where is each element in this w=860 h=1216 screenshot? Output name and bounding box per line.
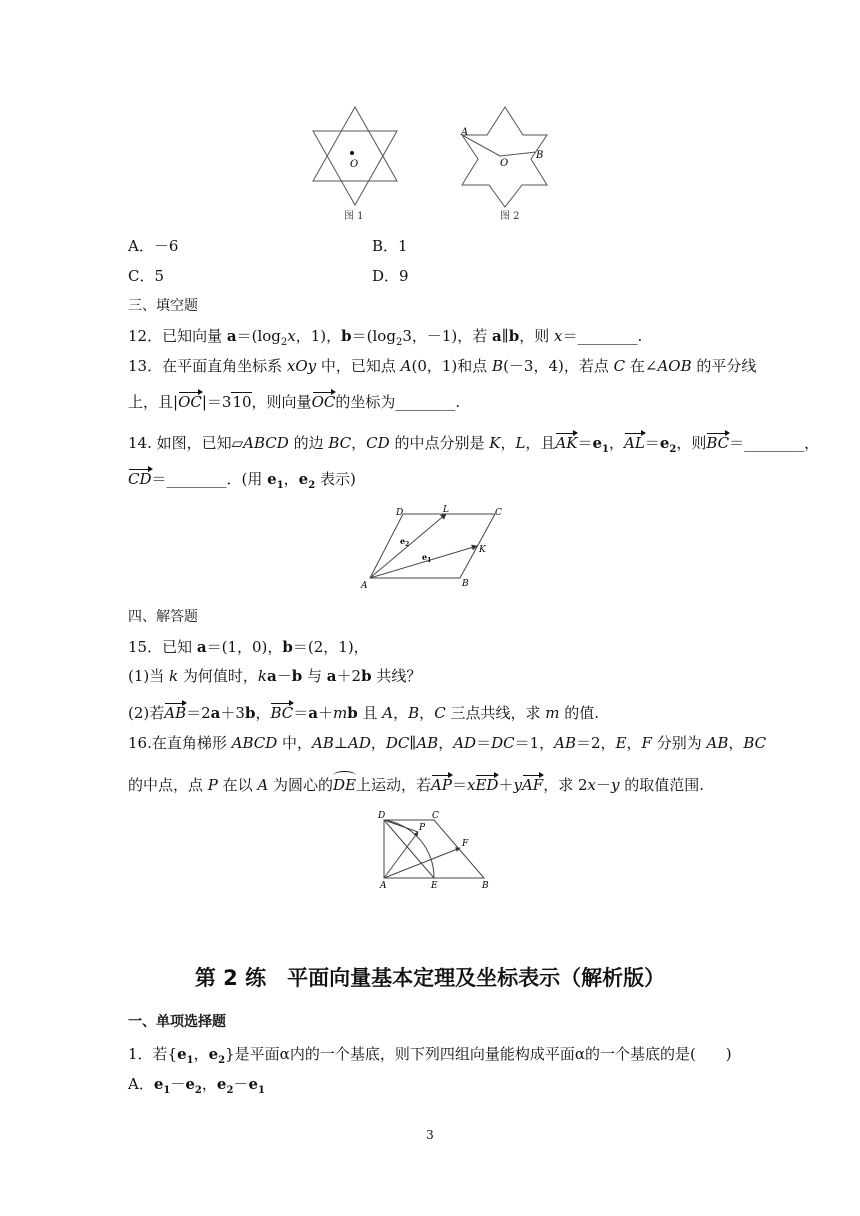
- trap-vertex-a: A: [380, 881, 387, 891]
- vertex-c: C: [495, 508, 502, 518]
- vector-e2-label: $e_2$: [400, 536, 410, 548]
- fig1-point-o: O: [350, 159, 359, 170]
- trap-point-p: P: [419, 823, 426, 833]
- question-1-line-1: 1．若{$e_1$，$e_2$}是平面α内的一个基底，则下列四组向量能构成平面α的一个基底的是( ): [128, 1045, 732, 1066]
- trap-point-f: F: [462, 839, 469, 849]
- star-figures: [300, 95, 560, 225]
- question-15-line-3: (2)若AB＝2a＋3b，BC＝a＋mb 且 A，B，C 三点共线，求 m 的值.: [128, 704, 599, 722]
- trapezoid-figure: [372, 808, 502, 892]
- question-13-line-2: 上，且|OC|＝310，则向量OC的坐标为________.: [128, 393, 461, 411]
- question-16-line-2: 的中点，点 P 在以 A 为圆心的DE上运动，若AP＝xED＋yAF，求 2x－y 的取值范围.: [128, 776, 705, 794]
- vertex-a: A: [361, 581, 368, 591]
- question-13-line-1: 13．在平面直角坐标系 xOy 中，已知点 A(0，1)和点 B(－3，4)，若点 C 在∠AOB 的平分线: [128, 357, 757, 375]
- midpoint-k: K: [479, 545, 486, 555]
- fig2-point-o: O: [500, 158, 509, 169]
- question-14-line-2: CD＝________．(用 $e_1$，$e_2$ 表示): [128, 470, 356, 491]
- trap-vertex-b: B: [482, 881, 489, 891]
- vertex-b: B: [462, 579, 469, 589]
- trap-point-e: E: [431, 881, 438, 891]
- section-answer-heading: 四、解答题: [128, 609, 198, 625]
- q11-option-c: C．5: [128, 267, 165, 285]
- section-single-choice-heading: 一、单项选择题: [128, 1014, 226, 1030]
- question-12: 12．已知向量 $a=(\log_2x$，1)，$b=(\log_23$，－1)，若 a∥b，则 x＝________.: [128, 327, 643, 348]
- trap-vertex-c: C: [432, 811, 439, 821]
- trap-vertex-d: D: [378, 811, 386, 821]
- question-1-option-a: A．$e_1-e_2$，$e_2-e_1$: [128, 1075, 265, 1096]
- question-14-line-1: 14. 如图，已知▱ABCD 的边 BC，CD 的中点分别是 K，L，且$AK=e_1$，$AL=e_2$，则BC＝________，: [128, 434, 820, 455]
- vertex-d: D: [396, 508, 404, 518]
- question-15-line-1: 15．已知 a＝(1，0)，b＝(2，1)，: [128, 638, 369, 656]
- question-15-line-2: (1)当 k 为何值时，ka－b 与 a＋2b 共线？: [128, 667, 422, 685]
- section-fill-in-heading: 三、填空题: [128, 298, 198, 314]
- center-dot: [350, 151, 354, 155]
- fig1-caption: 图 1: [344, 211, 364, 222]
- midpoint-l: L: [443, 505, 449, 515]
- practice-title: 第 2 练 平面向量基本定理及坐标表示（解析版）: [194, 966, 666, 990]
- page-number: 3: [426, 1128, 434, 1142]
- question-16-line-1: 16.在直角梯形 ABCD 中，AB⊥AD，DC∥AB，AD＝DC＝1，AB＝2，E，F 分别为 AB，BC: [128, 734, 767, 752]
- fig2-caption: 图 2: [500, 211, 520, 222]
- fig2-point-a: A: [461, 127, 469, 138]
- q11-option-a: A．－6: [128, 237, 179, 255]
- parallelogram-figure: [355, 502, 525, 594]
- vector-e1-label: $e_1$: [422, 552, 432, 564]
- fig2-point-b: B: [536, 150, 544, 161]
- q11-option-d: D．9: [372, 267, 409, 285]
- q11-option-b: B．1: [372, 237, 408, 255]
